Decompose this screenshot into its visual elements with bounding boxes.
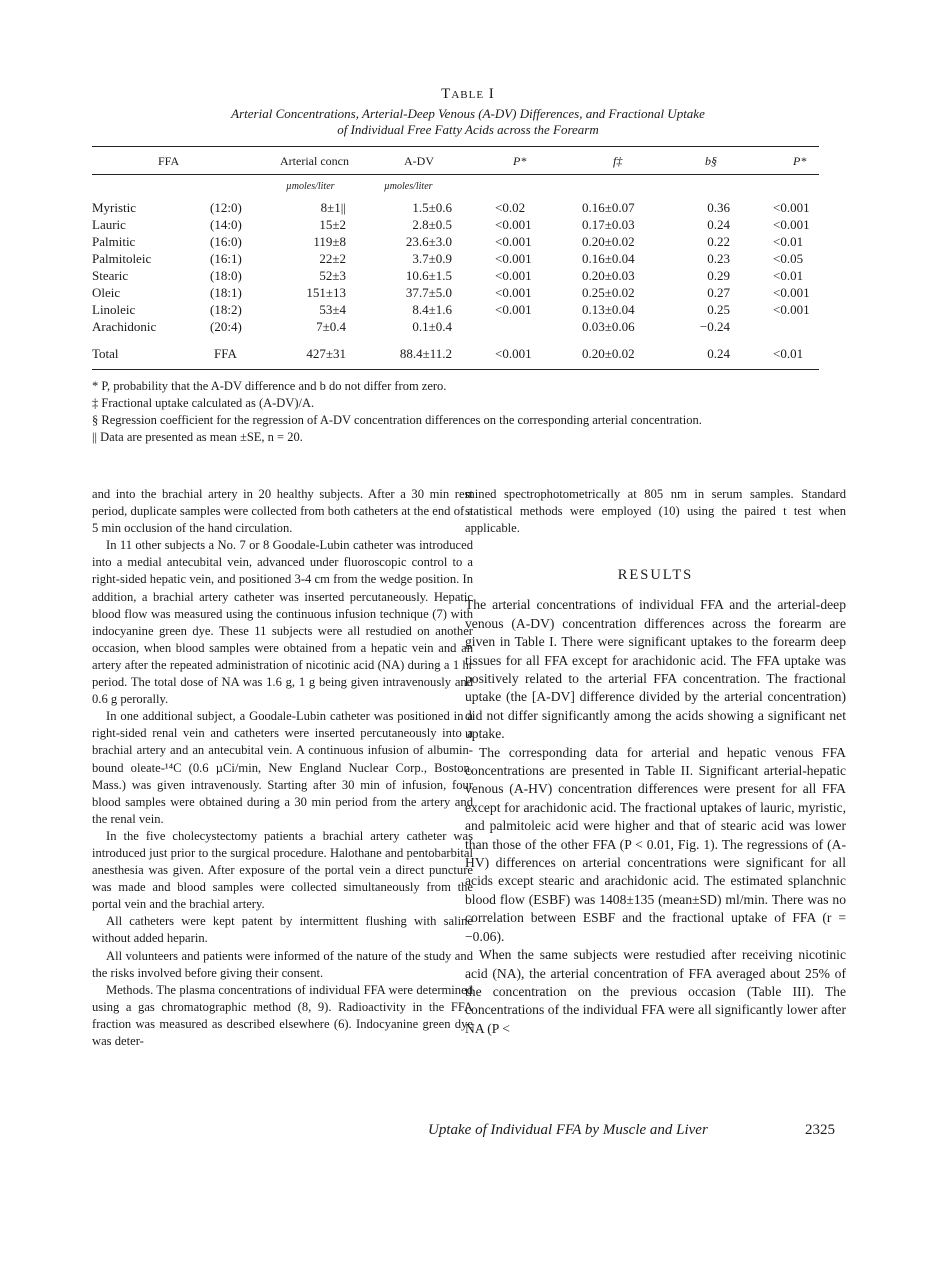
table-top-rule [92,146,819,147]
row-fractional-uptake: 0.16±0.04 [582,251,635,266]
row-p-adv: <0.001 [495,302,532,317]
header-a-dv: A-DV [404,154,434,168]
total-p-b: <0.01 [773,346,804,361]
header-regression-b: b§ [705,154,717,168]
table-caption-line-1: Arterial Concentrations, Arterial-Deep Venous (A-DV) Differences, and Fractional Uptake [231,106,705,121]
row-fractional-uptake: 0.25±0.02 [582,285,635,300]
row-p-b: <0.01 [773,234,804,249]
units-arterial-concn: µmoles/liter [286,181,335,192]
table-title: Table I [441,86,495,102]
header-fractional-uptake: f‡ [613,154,623,168]
footnote: || Data are presented as mean ±SE, n = 20. [92,430,303,444]
row-name: Stearic [92,268,129,283]
row-p-adv: <0.001 [495,285,532,300]
running-title: Uptake of Individual FFA by Muscle and Liver [428,1122,708,1138]
row-arterial-concn: 52±3 [319,268,346,283]
row-code: (16:0) [210,234,242,249]
total-a-dv: 88.4±11.2 [399,346,452,361]
paragraph: All catheters were kept patent by intermittent flushing with saline without added heparin. [92,914,473,946]
row-a-dv: 2.8±0.5 [412,217,452,232]
row-code: (20:4) [210,319,242,334]
paragraph: The arterial concentrations of individual FFA and the arterial-deep venous (A-DV) concentration differences across the forearm are given in Table I. There were significant uptakes to the forearm deep tissues for all FFA except for arachidonic acid. The FFA uptake was positively related to the arterial FFA concentration. The fractional uptake (the [A-DV] difference divided by the arterial concentration) did not differ significantly among the acids showing a significant net uptake. [465,597,846,742]
total-regression-b: 0.24 [707,346,730,361]
table-footnotes [92,378,702,446]
results-heading: RESULTS [617,567,694,584]
row-a-dv: 8.4±1.6 [412,302,452,317]
paragraph: and into the brachial artery in 20 healthy subjects. After a 30 min rest period, duplicate samples were collected from both catheters at the end of a 5 min occlusion of the hand circulation. [92,487,473,536]
row-code: (16:1) [210,251,242,266]
paragraph: When the same subjects were restudied after receiving nicotinic acid (NA), the arterial concentration of FFA averaged about 25% of the concentration on the previous occasion (Table III). The concentrations of the individual FFA were all significantly lower after NA (P < [465,947,846,1036]
row-a-dv: 0.1±0.4 [412,319,452,334]
row-code: (18:1) [210,285,242,300]
row-arterial-concn: 151±13 [306,285,346,300]
paragraph: All volunteers and patients were informed of the nature of the study and the risks involved before giving their consent. [92,948,473,980]
row-regression-b: 0.23 [707,251,730,266]
row-name: Linoleic [92,302,136,317]
row-code: (18:0) [210,268,242,283]
paragraph: The corresponding data for arterial and hepatic venous FFA concentrations are presented in Table II. Significant arterial-hepatic venous (A-HV) concentration differences were present for all FFA except for arachidonic acid. The fractional uptakes of lauric, myristic, and palmitoleic acid were higher and that of stearic acid was lower than those of the other FFA (P < 0.01, Fig. 1). The regressions of (A-HV) differences on arterial concentrations were significant for all acids except stearic and arachidonic acid. The estimated splanchnic blood flow (ESBF) was 1408±135 (mean±SD) ml/min. There was no correlation between ESBF and the fractional uptake of FFA (r = −0.06). [465,744,846,944]
table-bottom-rule [92,369,819,370]
footnote: * P, probability that the A-DV difference and b do not differ from zero. [92,379,447,393]
row-regression-b: 0.24 [707,217,730,232]
footnote: § Regression coefficient for the regression of A-DV concentration differences on the corresponding arterial concentration. [92,413,702,427]
header-ffa: FFA [158,154,180,168]
left-column [92,486,473,1050]
total-fractional-uptake: 0.20±0.02 [582,346,635,361]
total-code: FFA [214,346,237,361]
row-regression-b: 0.27 [707,285,730,300]
row-name: Palmitic [92,234,136,249]
units-a-dv: µmoles/liter [384,181,433,192]
row-p-b: <0.001 [773,285,810,300]
row-fractional-uptake: 0.16±0.07 [582,200,635,215]
row-a-dv: 23.6±3.0 [405,234,452,249]
row-name: Arachidonic [92,319,157,334]
row-p-adv: <0.001 [495,268,532,283]
row-arterial-concn: 53±4 [319,302,346,317]
right-column [465,486,846,1038]
row-p-b: <0.001 [773,217,810,232]
row-fractional-uptake: 0.13±0.04 [582,302,635,317]
header-p-adv: P* [513,154,527,168]
paragraph: In 11 other subjects a No. 7 or 8 Goodale-Lubin catheter was introduced into a medial antecubital vein, advanced under fluoroscopic control to a right-sided hepatic vein, and positioned 3-4 cm from the wedge position. In addition, a brachial artery catheter was inserted percutaneously. Hepatic blood flow was measured using the continuous infusion technique (7) with indocyanine green dye. These 11 subjects were all restudied on another occasion, when blood samples were obtained from a hepatic vein and an artery after the repeated administration of nicotinic acid (NA) during a 1 hr period. The total dose of NA was 1.6 g, 1 g being given intravenously and 0.6 g perorally. [92,538,473,707]
paragraph: mined spectrophotometrically at 805 nm in serum samples. Standard statistical methods were employed (10) using the paired t test when applicable. [465,487,846,536]
row-code: (12:0) [210,200,242,215]
row-arterial-concn: 7±0.4 [316,319,346,334]
paragraph: In one additional subject, a Goodale-Lubin catheter was positioned in a right-sided renal vein and catheters were inserted percutaneously into a brachial artery and an antecubital vein. A continuous infusion of albumin-bound oleate-¹⁴C (0.6 µCi/min, New England Nuclear Corp., Boston, Mass.) was given intravenously. Starting after 30 min of infusion, four blood samples were obtained during a 30 min period from the artery and the renal vein. [92,709,473,826]
row-a-dv: 3.7±0.9 [412,251,452,266]
row-regression-b: 0.22 [707,234,730,249]
table-header-rule [92,174,819,175]
header-arterial-concn: Arterial concn [280,154,349,168]
page-number: 2325 [805,1122,835,1138]
row-name: Oleic [92,285,121,300]
row-regression-b: 0.25 [707,302,730,317]
paragraph: Methods. The plasma concentrations of individual FFA were determined using a gas chromatographic method (8, 9). Radioactivity in the FFA fraction was measured as described elsewhere (6). Indocyanine green dye was deter- [92,982,473,1048]
row-p-adv: <0.001 [495,251,532,266]
row-p-b: <0.001 [773,200,810,215]
row-arterial-concn: 15±2 [319,217,346,232]
row-p-b: <0.001 [773,302,810,317]
footnote: ‡ Fractional uptake calculated as (A-DV)/A. [92,396,315,410]
row-regression-b: −0.24 [699,319,730,334]
total-p-adv: <0.001 [495,346,532,361]
row-code: (14:0) [210,217,242,232]
row-fractional-uptake: 0.17±0.03 [582,217,635,232]
row-a-dv: 37.7±5.0 [405,285,452,300]
row-regression-b: 0.29 [707,268,730,283]
row-p-adv: <0.001 [495,217,532,232]
row-fractional-uptake: 0.03±0.06 [582,319,635,334]
table-caption-line-2: of Individual Free Fatty Acids across the Forearm [337,122,599,137]
row-name: Myristic [92,200,137,215]
row-arterial-concn: 22±2 [319,251,346,266]
results-section [465,596,846,1038]
total-name: Total [92,346,119,361]
row-name: Palmitoleic [92,251,152,266]
row-a-dv: 10.6±1.5 [405,268,452,283]
header-p-b: P* [793,154,807,168]
row-name: Lauric [92,217,126,232]
row-p-b: <0.05 [773,251,804,266]
paragraph: In the five cholecystectomy patients a brachial artery catheter was introduced just prior to the surgical procedure. Halothane and pentobarbital anesthesia was given. After exposure of the portal vein a direct puncture was made and blood samples were collected simultaneously from the portal vein and the brachial artery. [92,828,473,912]
row-p-b: <0.01 [773,268,804,283]
row-p-adv: <0.02 [495,200,526,215]
row-regression-b: 0.36 [707,200,730,215]
row-fractional-uptake: 0.20±0.02 [582,234,635,249]
row-p-adv: <0.001 [495,234,532,249]
row-fractional-uptake: 0.20±0.03 [582,268,635,283]
row-arterial-concn: 119±8 [313,234,346,249]
row-code: (18:2) [210,302,242,317]
row-arterial-concn: 8±1|| [320,200,346,215]
table-caption [150,106,786,138]
row-a-dv: 1.5±0.6 [412,200,452,215]
total-arterial-concn: 427±31 [306,346,346,361]
